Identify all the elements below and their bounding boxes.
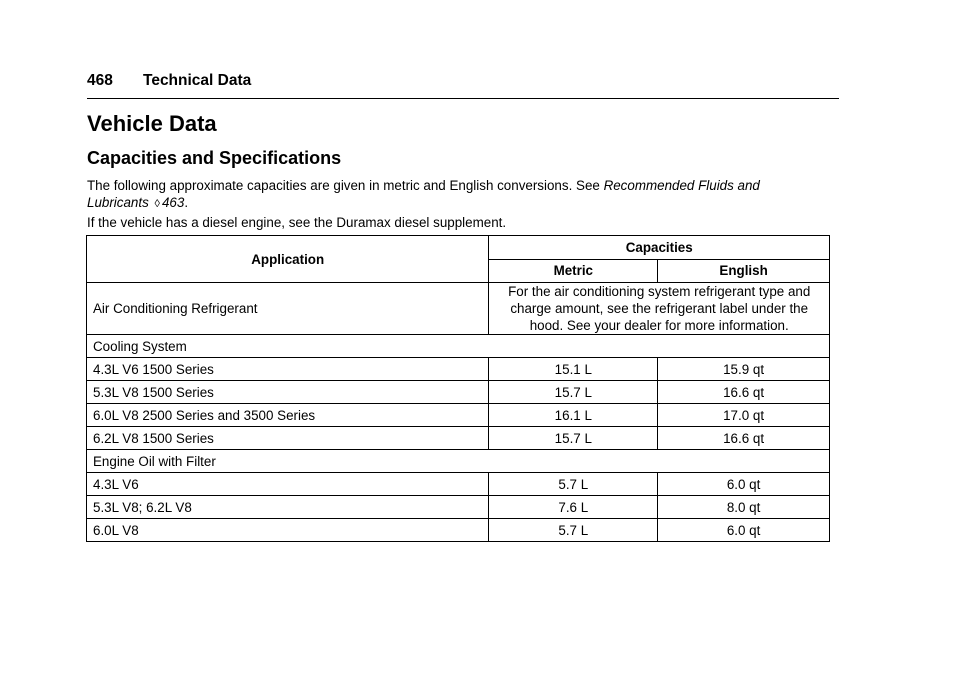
row-application: Air Conditioning Refrigerant xyxy=(87,283,489,335)
header-english: English xyxy=(658,259,830,283)
row-metric: 15.7 L xyxy=(489,381,658,404)
section-name: Technical Data xyxy=(143,72,252,89)
table-row xyxy=(87,427,830,450)
cross-reference-page[interactable]: 463 xyxy=(161,195,185,210)
header-application: Application xyxy=(87,236,489,283)
page-number: 468 xyxy=(87,72,113,89)
page-title: Vehicle Data xyxy=(87,111,217,136)
table-row xyxy=(87,404,830,427)
row-application: 6.2L V8 1500 Series xyxy=(87,427,489,450)
header-capacities: Capacities xyxy=(489,236,830,260)
intro-text: The following approximate capacities are given in metric and English conversions. See xyxy=(87,178,604,193)
row-english: 8.0 qt xyxy=(658,496,830,519)
table-row xyxy=(87,381,830,404)
row-english: 16.6 qt xyxy=(658,427,830,450)
row-application: 5.3L V8 1500 Series xyxy=(87,381,489,404)
row-application: 6.0L V8 xyxy=(87,519,489,542)
row-english: 15.9 qt xyxy=(658,358,830,381)
group-label: Engine Oil with Filter xyxy=(87,450,830,473)
table-group-row xyxy=(87,335,830,358)
page-header xyxy=(87,72,839,99)
intro-paragraph xyxy=(87,177,827,213)
row-metric: 5.7 L xyxy=(489,519,658,542)
row-metric: 15.1 L xyxy=(489,358,658,381)
table-row xyxy=(87,358,830,381)
table-group-row xyxy=(87,450,830,473)
row-english: 6.0 qt xyxy=(658,519,830,542)
diesel-note: If the vehicle has a diesel engine, see the Duramax diesel supplement. xyxy=(87,215,507,230)
page-reference-icon: ◊ xyxy=(154,198,160,210)
table-row xyxy=(87,473,830,496)
table-row xyxy=(87,496,830,519)
table-row xyxy=(87,283,830,335)
section-subtitle: Capacities and Specifications xyxy=(87,148,342,168)
intro-end: . xyxy=(184,195,189,210)
header-metric: Metric xyxy=(489,259,658,283)
cross-reference-link[interactable]: Recommended Fluids and Lubricants xyxy=(87,178,760,210)
row-metric: 7.6 L xyxy=(489,496,658,519)
table-row xyxy=(87,519,830,542)
refrigerant-note: For the air conditioning system refrigerant type and charge amount, see the refrigerant label under the hood. See your dealer for more information. xyxy=(489,283,830,335)
row-metric: 5.7 L xyxy=(489,473,658,496)
row-english: 17.0 qt xyxy=(658,404,830,427)
row-application: 4.3L V6 1500 Series xyxy=(87,358,489,381)
row-metric: 15.7 L xyxy=(489,427,658,450)
row-application: 4.3L V6 xyxy=(87,473,489,496)
row-application: 5.3L V8; 6.2L V8 xyxy=(87,496,489,519)
capacities-table xyxy=(86,235,830,542)
row-application: 6.0L V8 2500 Series and 3500 Series xyxy=(87,404,489,427)
row-english: 16.6 qt xyxy=(658,381,830,404)
row-metric: 16.1 L xyxy=(489,404,658,427)
row-english: 6.0 qt xyxy=(658,473,830,496)
group-label: Cooling System xyxy=(87,335,830,358)
